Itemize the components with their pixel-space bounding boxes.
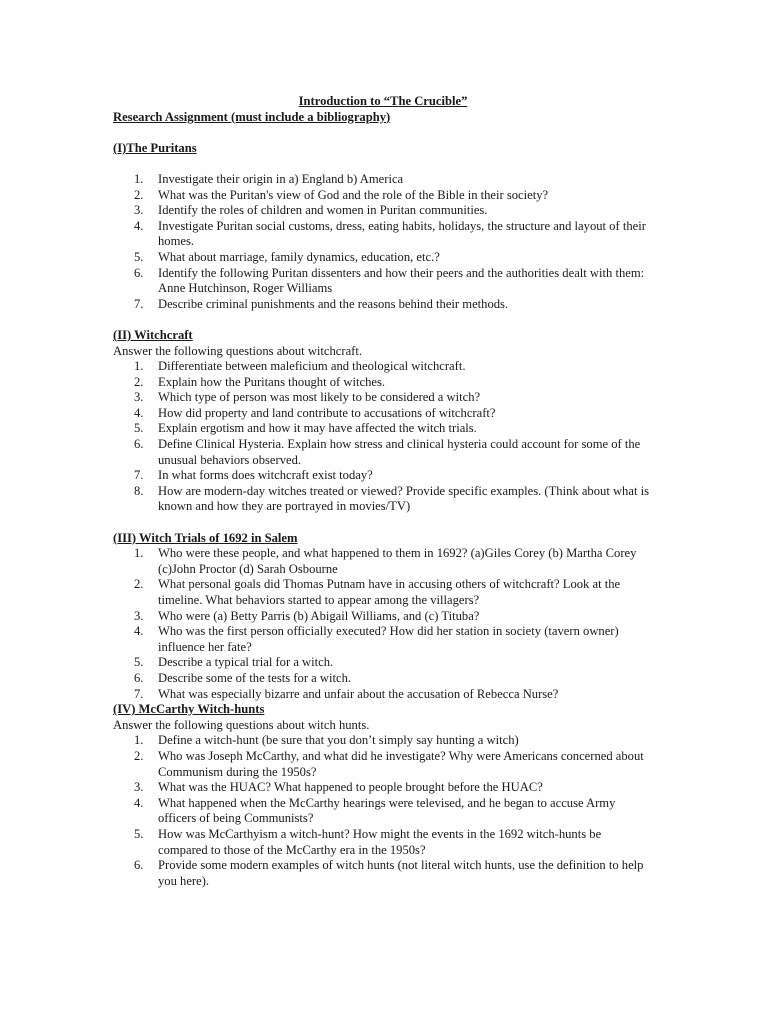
list-item	[113, 484, 653, 515]
item-number: 1.	[134, 546, 144, 561]
item-text: What was the Puritan's view of God and the role of the Bible in their society?	[158, 187, 549, 202]
item-number: 5.	[134, 826, 144, 841]
item-number: 6.	[134, 858, 144, 873]
section-heading: (III) Witch Trials of 1692 in Salem	[113, 530, 298, 545]
list-item	[113, 250, 653, 266]
section-heading: (I)The Puritans	[113, 140, 197, 155]
list-item	[113, 437, 653, 468]
list-item	[113, 671, 653, 687]
document-page	[113, 94, 653, 889]
item-text: Describe some of the tests for a witch.	[158, 670, 352, 685]
item-number: 6.	[134, 265, 144, 280]
item-text: Describe criminal punishments and the reasons behind their methods.	[158, 296, 509, 311]
list-item	[113, 749, 653, 780]
item-number: 6.	[134, 437, 144, 452]
item-number: 4.	[134, 218, 144, 233]
list-item	[113, 188, 653, 204]
list-item	[113, 172, 653, 188]
item-number: 5.	[134, 421, 144, 436]
item-text: Provide some modern examples of witch hunts (not literal witch hunts, use the definition to help you here).	[158, 858, 644, 888]
list-item	[113, 297, 653, 313]
item-text: What was especially bizarre and unfair about the accusation of Rebecca Nurse?	[158, 686, 559, 701]
item-text: Who were these people, and what happened to them in 1692? (a)Giles Corey (b) Martha Corey (c)John Proctor (d) Sarah Osbourne	[158, 546, 637, 576]
list-item	[113, 609, 653, 625]
spacer	[113, 515, 653, 531]
item-text: Which type of person was most likely to be considered a witch?	[158, 390, 481, 405]
section-mccarthy	[113, 702, 653, 889]
item-number: 1.	[134, 171, 144, 186]
item-text: Explain how the Puritans thought of witches.	[158, 374, 386, 389]
item-text: Who were (a) Betty Parris (b) Abigail Williams, and (c) Tituba?	[158, 608, 480, 623]
item-text: Describe a typical trial for a witch.	[158, 655, 334, 670]
item-text: Define a witch-hunt (be sure that you don’t simply say hunting a witch)	[158, 733, 519, 748]
item-number: 2.	[134, 577, 144, 592]
list-item	[113, 359, 653, 375]
list-item	[113, 390, 653, 406]
list-item	[113, 577, 653, 608]
item-number: 3.	[134, 390, 144, 405]
item-text: What was the HUAC? What happened to people brought before the HUAC?	[158, 780, 543, 795]
item-text: Investigate Puritan social customs, dress, eating habits, holidays, the structure and layout of their homes.	[158, 218, 646, 249]
list-item	[113, 780, 653, 796]
question-list	[113, 359, 653, 515]
item-text: How did property and land contribute to accusations of witchcraft?	[158, 405, 496, 420]
section-heading: (IV) McCarthy Witch-hunts	[113, 702, 265, 717]
list-item	[113, 421, 653, 437]
item-text: Define Clinical Hysteria. Explain how stress and clinical hysteria could account for some of the unusual behaviors observed.	[158, 437, 641, 467]
item-number: 7.	[134, 686, 144, 701]
section-intro: Answer the following questions about witchcraft.	[113, 343, 363, 358]
item-number: 2.	[134, 187, 144, 202]
item-number: 5.	[134, 249, 144, 264]
item-text: Who was Joseph McCarthy, and what did he investigate? Why were Americans concerned about Communism during the 1950s?	[158, 748, 644, 779]
section-puritans	[113, 141, 653, 328]
item-text: Who was the first person officially executed? How did her station in society (tavern owner) influence her fate?	[158, 624, 619, 654]
item-text: How are modern-day witches treated or viewed? Provide specific examples. (Think about what is known and how they are portrayed in movies/TV)	[158, 483, 649, 514]
section-heading: (II) Witchcraft	[113, 327, 193, 342]
list-item	[113, 733, 653, 749]
item-number: 1.	[134, 359, 144, 374]
item-text: Identify the roles of children and women in Puritan communities.	[158, 203, 488, 218]
item-number: 7.	[134, 296, 144, 311]
item-text: Investigate their origin in a) England b) America	[158, 171, 404, 186]
spacer	[113, 312, 653, 328]
list-item	[113, 546, 653, 577]
section-witch-trials	[113, 531, 653, 703]
item-number: 7.	[134, 468, 144, 483]
spacer	[113, 125, 653, 141]
item-number: 3.	[134, 203, 144, 218]
item-number: 1.	[134, 733, 144, 748]
item-number: 3.	[134, 608, 144, 623]
list-item	[113, 375, 653, 391]
list-item	[113, 406, 653, 422]
item-number: 5.	[134, 655, 144, 670]
item-text: What personal goals did Thomas Putnam have in accusing others of witchcraft? Look at the timeline. What behaviors started to appear among the villagers?	[158, 577, 621, 607]
section-intro: Answer the following questions about witch hunts.	[113, 717, 370, 732]
item-text: How was McCarthyism a witch-hunt? How might the events in the 1692 witch-hunts be compared to those of the McCarthy era in the 1950s?	[158, 826, 602, 857]
list-item	[113, 827, 653, 858]
item-text: Identify the following Puritan dissenters and how their peers and the authorities dealt with them: Anne Hutchinson, Roger Williams	[158, 265, 645, 296]
item-number: 3.	[134, 780, 144, 795]
list-item	[113, 624, 653, 655]
item-number: 4.	[134, 795, 144, 810]
item-number: 2.	[134, 374, 144, 389]
question-list	[113, 172, 653, 312]
list-item	[113, 266, 653, 297]
list-item	[113, 796, 653, 827]
list-item	[113, 468, 653, 484]
item-number: 8.	[134, 483, 144, 498]
item-number: 4.	[134, 624, 144, 639]
item-text: What happened when the McCarthy hearings were televised, and he began to accuse Army officers of being Communists?	[158, 795, 616, 826]
item-number: 6.	[134, 670, 144, 685]
item-text: In what forms does witchcraft exist today?	[158, 468, 373, 483]
document-subtitle: Research Assignment (must include a bibliography)	[113, 109, 391, 124]
list-item	[113, 655, 653, 671]
document-title: Introduction to “The Crucible”	[298, 94, 468, 108]
question-list	[113, 733, 653, 889]
item-number: 4.	[134, 405, 144, 420]
question-list	[113, 546, 653, 702]
item-number: 2.	[134, 748, 144, 763]
item-text: Explain ergotism and how it may have affected the witch trials.	[158, 421, 477, 436]
list-item	[113, 219, 653, 250]
list-item	[113, 858, 653, 889]
item-text: What about marriage, family dynamics, education, etc.?	[158, 249, 440, 264]
list-item	[113, 203, 653, 219]
list-item	[113, 687, 653, 703]
item-text: Differentiate between maleficium and theological witchcraft.	[158, 359, 466, 374]
spacer	[113, 156, 653, 172]
section-witchcraft	[113, 328, 653, 531]
